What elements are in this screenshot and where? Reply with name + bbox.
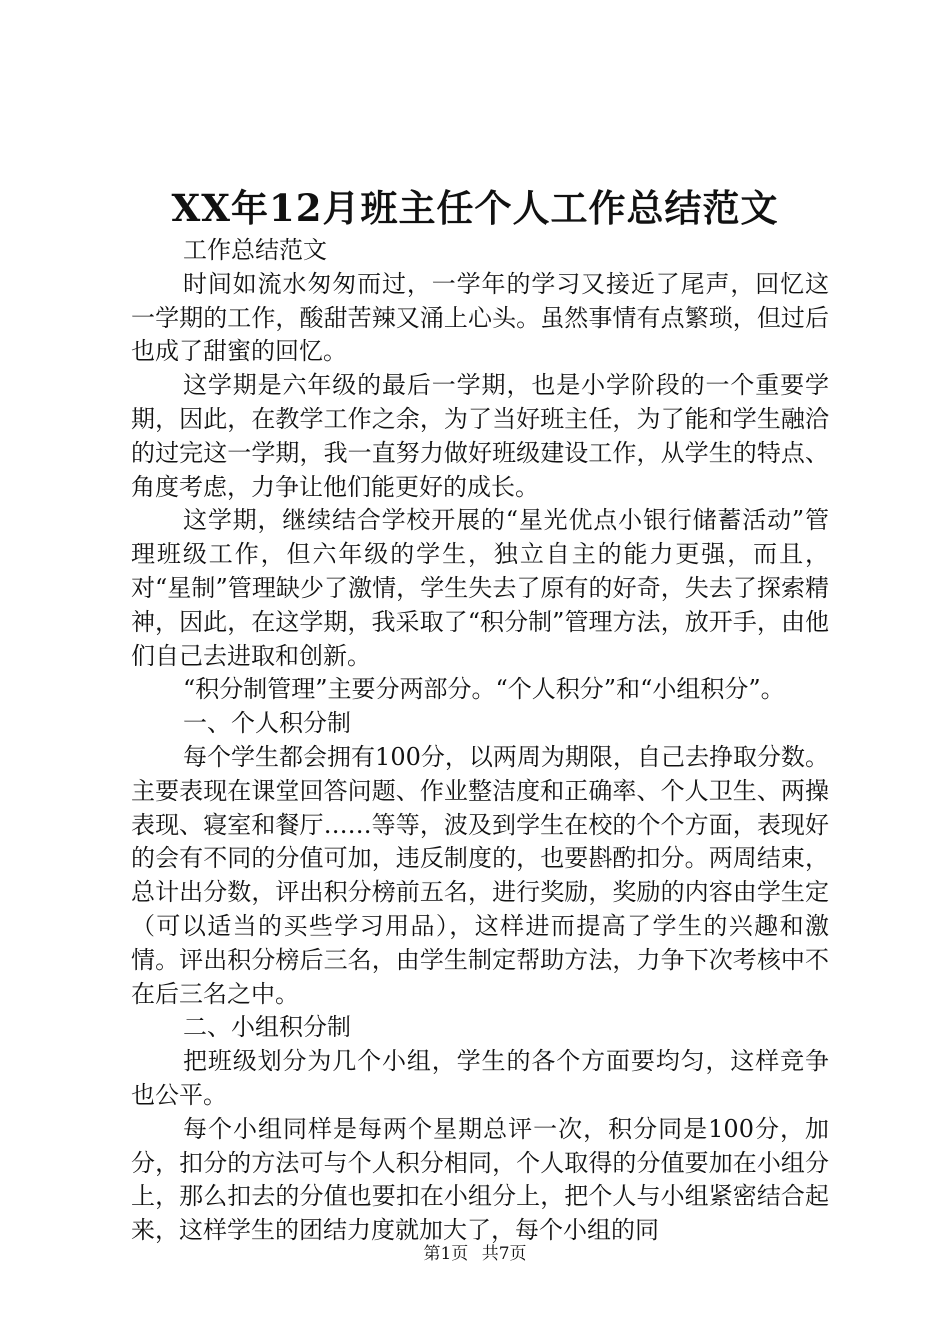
document-body xyxy=(131,234,829,1248)
page-number-total: 共7页 xyxy=(481,1244,527,1264)
section-heading-2: 二、小组积分制 xyxy=(183,1013,351,1042)
paragraph-7: 把班级划分为几个小组，学生的各个方面要均匀，这样竞争也公平。 xyxy=(131,1047,829,1109)
section-heading-1: 一、个人积分制 xyxy=(183,709,351,738)
paragraph-4: 这学期，继续结合学校开展的“星光优点小银行储蓄活动”管理班级工作，但六年级的学生，独立自主的能力更强，而且，对“星制”管理缺少了激情，学生失去了原有的好奇，失去了探索精神，因此，在这学期，我采取了“积分制”管理方法，放开手，由他们自己去进取和创新。 xyxy=(131,506,829,670)
paragraph-6: 每个学生都会拥有100分，以两周为期限，自己去挣取分数。主要表现在课堂回答问题、作业整洁度和正确率、个人卫生、两操表现、寝室和餐厅……等等，波及到学生在校的个个方面，表现好的会有不同的分值可加，违反制度的，也要斟酌扣分。两周结束，总计出分数，评出积分榜前五名，进行奖励，奖励的内容由学生定（可以适当的买些学习用品），这样进而提高了学生的兴趣和激情。评出积分榜后三名，由学生制定帮助方法，力争下次考核中不在后三名之中。 xyxy=(131,742,829,1008)
paragraph-3: 这学期是六年级的最后一学期，也是小学阶段的一个重要学期，因此，在教学工作之余，为了当好班主任，为了能和学生融洽的过完这一学期，我一直努力做好班级建设工作，从学生的特点、角度考虑，力争让他们能更好的成长。 xyxy=(131,371,829,501)
document-title: XX年12月班主任个人工作总结范文 xyxy=(171,186,779,230)
paragraph-2: 时间如流水匆匆而过，一学年的学习又接近了尾声，回忆这一学期的工作，酸甜苦辣又涌上心头。虽然事情有点繁琐，但过后也成了甜蜜的回忆。 xyxy=(131,269,829,366)
page-number-current: 第1页 xyxy=(423,1244,469,1264)
page-footer xyxy=(0,1243,950,1265)
paragraph-1: 工作总结范文 xyxy=(183,236,327,264)
paragraph-8: 每个小组同样是每两个星期总评一次，积分同是100分，加分，扣分的方法可与个人积分相同，个人取得的分值要加在小组分上，那么扣去的分值也要扣在小组分上，把个人与小组紧密结合起来，这样学生的团结力度就加大了，每个小组的同 xyxy=(131,1114,829,1245)
paragraph-5: “积分制管理”主要分两部分。“个人积分”和“小组积分”。 xyxy=(183,675,785,704)
